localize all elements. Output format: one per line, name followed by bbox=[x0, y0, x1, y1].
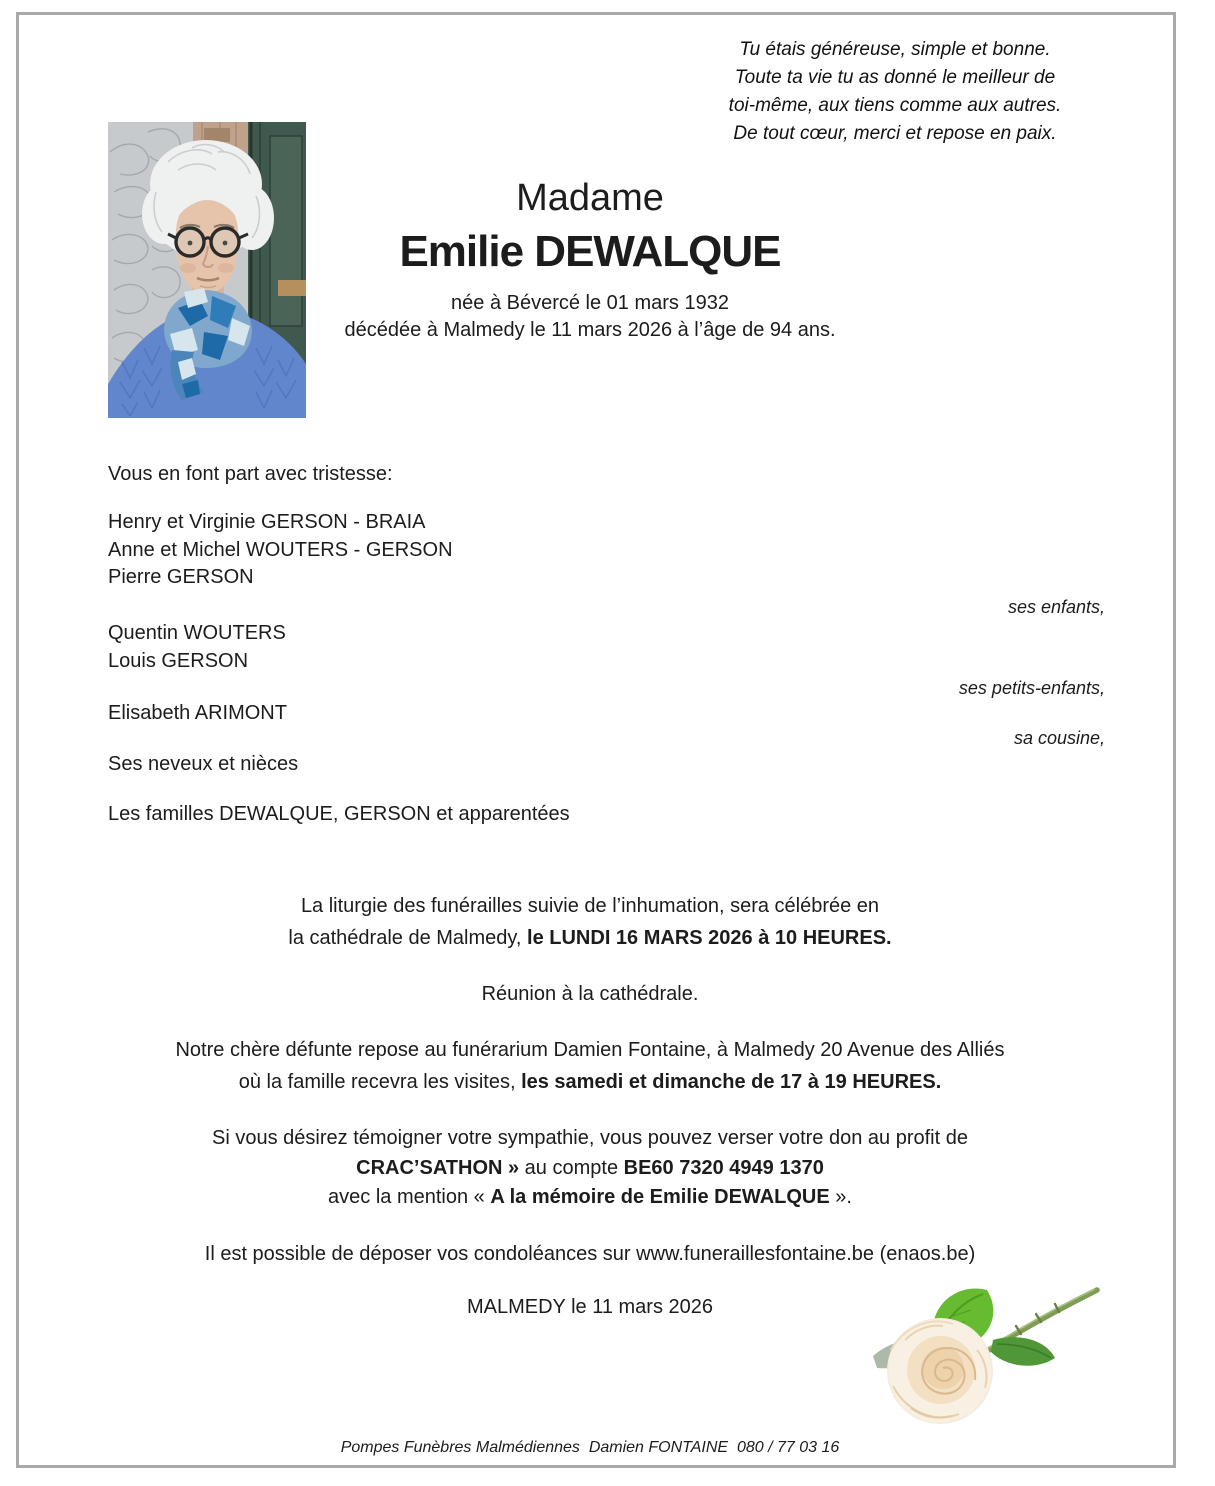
family-child-line: Henry et Virginie GERSON - BRAIA bbox=[108, 511, 426, 533]
ceremony-line2 bbox=[120, 925, 1060, 951]
donation-mention-suffix: ». bbox=[829, 1186, 852, 1208]
donation-account: BE60 7320 4949 1370 bbox=[623, 1157, 824, 1179]
epigraph bbox=[720, 36, 1070, 148]
epigraph-line: Toute ta vie tu as donné le meilleur de bbox=[734, 67, 1056, 88]
cousin-line: Elisabeth ARIMONT bbox=[108, 702, 287, 724]
nieces-line: Ses neveux et nièces bbox=[108, 753, 299, 775]
dateline: MALMEDY le 11 mars 2026 bbox=[466, 1296, 714, 1318]
footer-funeral-home: Pompes Funèbres Malmédiennes Damien FONTAINE 080 / 77 03 16 bbox=[340, 1439, 840, 1456]
ceremony-line2-regular: la cathédrale de Malmedy, bbox=[288, 927, 528, 949]
visitation-hours: les samedi et dimanche de 17 à 19 HEURES. bbox=[521, 1071, 942, 1093]
children-label: ses enfants, bbox=[1007, 597, 1105, 617]
ceremony-line1: La liturgie des funérailles suivie de l’inhumation, sera célébrée en bbox=[300, 895, 880, 917]
grandchildren-label: ses petits-enfants, bbox=[958, 678, 1105, 698]
grandchild-line: Quentin WOUTERS bbox=[108, 622, 286, 644]
donation-compte: au compte bbox=[519, 1157, 624, 1179]
announcement-intro: Vous en font part avec tristesse: bbox=[108, 463, 393, 485]
donation-line2 bbox=[120, 1155, 1060, 1181]
deceased-name: Emilie DEWALQUE bbox=[399, 227, 781, 276]
family-child-line: Anne et Michel WOUTERS - GERSON bbox=[108, 539, 453, 561]
birth-line: née à Bévercé le 01 mars 1932 bbox=[451, 292, 729, 314]
condolences-line: Il est possible de déposer vos condoléances sur www.funeraillesfontaine.be (enaos.be) bbox=[204, 1243, 976, 1265]
visitation-line1: Notre chère défunte repose au funérarium Damien Fontaine, à Malmedy 20 Avenue des Alliés bbox=[175, 1039, 1005, 1061]
white-rose-graphic bbox=[845, 1276, 1103, 1426]
white-rose-image bbox=[845, 1276, 1103, 1426]
donation-org: CRAC’SATHON » bbox=[356, 1157, 520, 1179]
ceremony-datetime: le LUNDI 16 MARS 2026 à 10 HEURES. bbox=[527, 927, 892, 949]
families-line: Les familles DEWALQUE, GERSON et apparentées bbox=[108, 803, 570, 825]
death-line: décédée à Malmedy le 11 mars 2026 à l’âge de 94 ans. bbox=[344, 319, 836, 341]
deceased-title: Madame bbox=[516, 177, 664, 219]
epigraph-line: De tout cœur, merci et repose en paix. bbox=[733, 123, 1057, 144]
cousin-label: sa cousine, bbox=[1013, 728, 1105, 748]
family-child-line: Pierre GERSON bbox=[108, 566, 254, 588]
donation-mention: A la mémoire de Emilie DEWALQUE bbox=[490, 1186, 830, 1208]
donation-line1: Si vous désirez témoigner votre sympathie, vous pouvez verser votre don au profit de bbox=[212, 1127, 968, 1149]
epigraph-line: toi-même, aux tiens comme aux autres. bbox=[728, 95, 1062, 116]
grandchild-line: Louis GERSON bbox=[108, 650, 249, 672]
epigraph-line: Tu étais généreuse, simple et bonne. bbox=[739, 39, 1051, 60]
donation-line3 bbox=[120, 1184, 1060, 1210]
visitation-line2-regular: où la famille recevra les visites, bbox=[238, 1071, 522, 1093]
ceremony-meeting: Réunion à la cathédrale. bbox=[481, 983, 699, 1005]
visitation-line2 bbox=[120, 1069, 1060, 1095]
donation-mention-prefix: avec la mention « bbox=[328, 1186, 491, 1208]
